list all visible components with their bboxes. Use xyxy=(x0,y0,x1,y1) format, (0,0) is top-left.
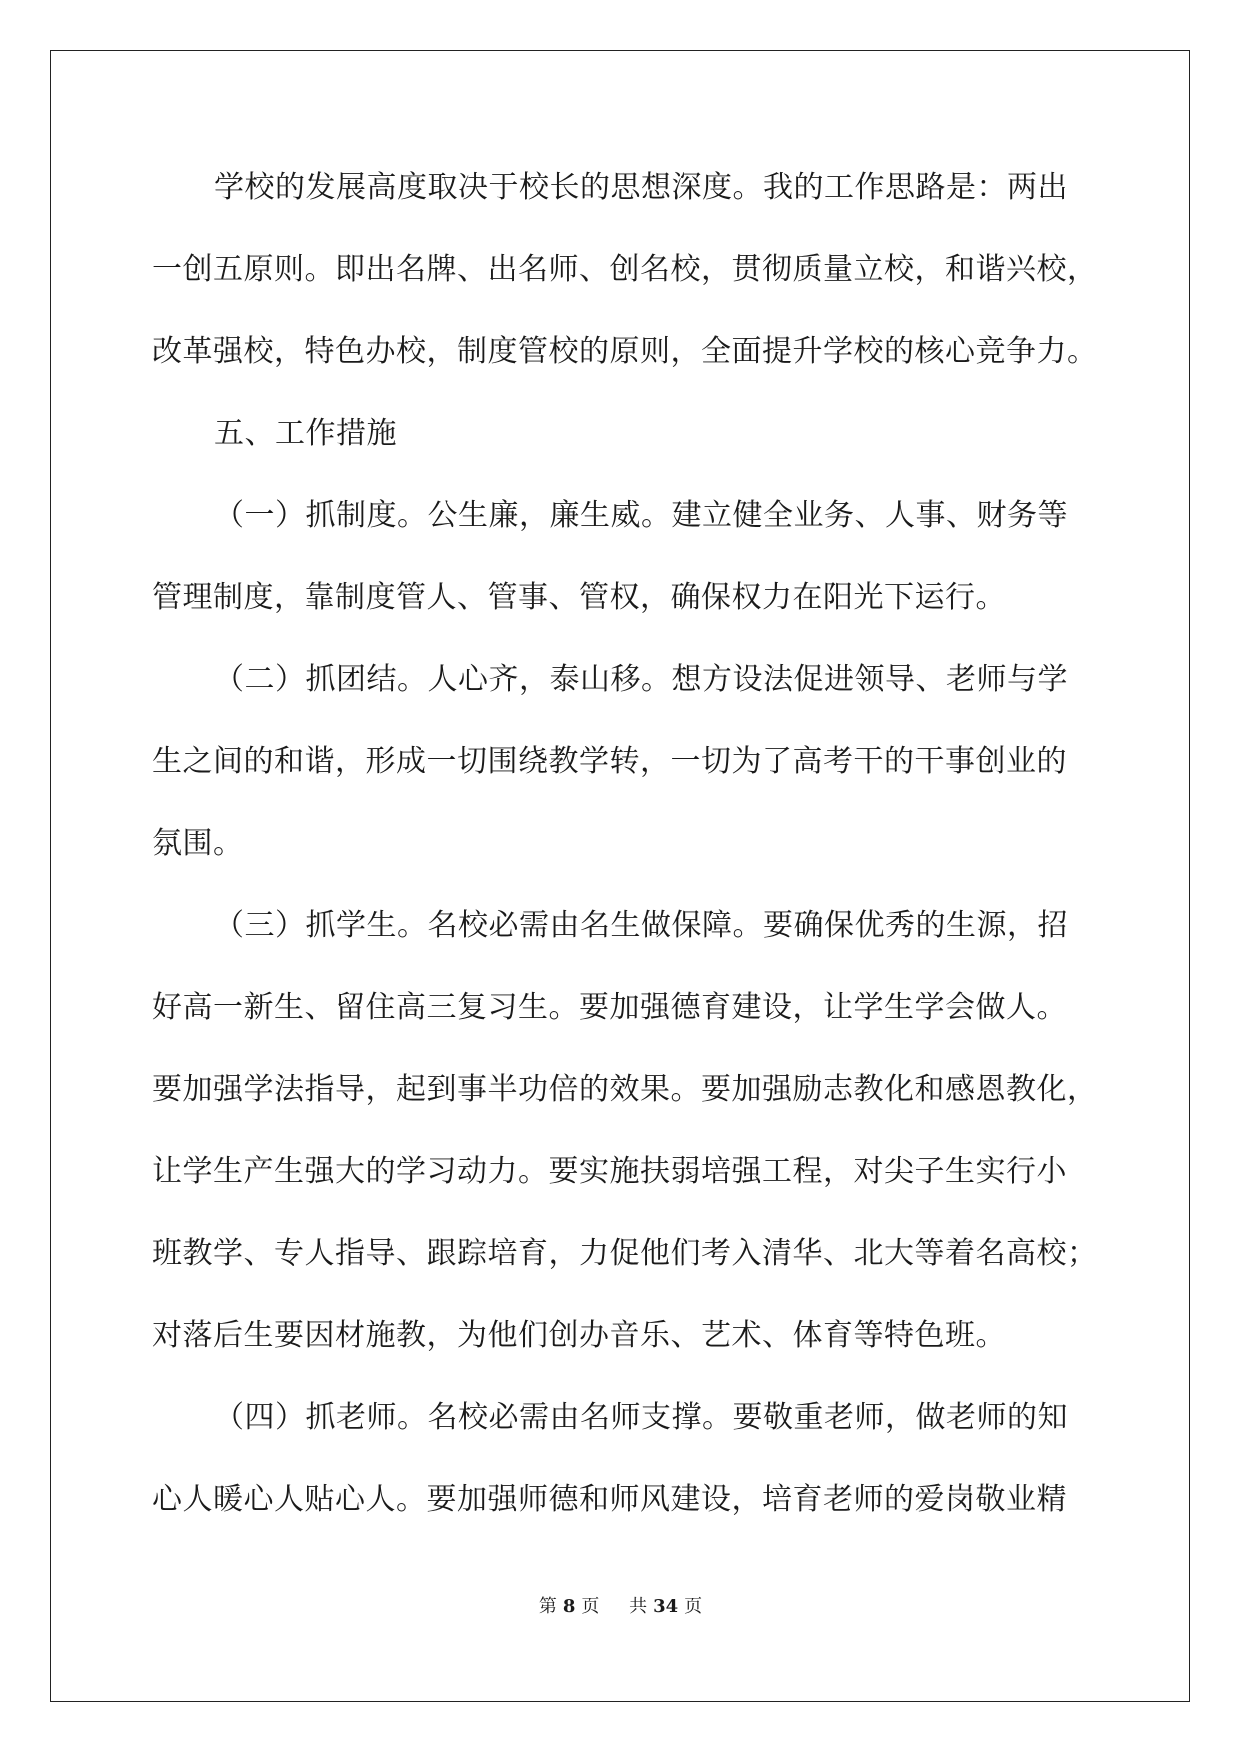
paragraph-line: （一）抓制度。公生廉，廉生威。建立健全业务、人事、财务等 xyxy=(214,498,1068,533)
total-prefix: 共 xyxy=(629,1596,648,1617)
paragraph-line: 氛围。 xyxy=(152,826,244,861)
total-suffix: 页 xyxy=(684,1596,703,1617)
paragraph-line: 好高一新生、留住高三复习生。要加强德育建设，让学生学会做人。 xyxy=(152,990,1067,1025)
paragraph-line: （三）抓学生。名校必需由名生做保障。要确保优秀的生源，招 xyxy=(214,908,1068,943)
paragraph-line: （二）抓团结。人心齐，泰山移。想方设法促进领导、老师与学 xyxy=(214,662,1068,697)
total-pages: 34 xyxy=(653,1596,679,1617)
paragraph-line: 心人暖心人贴心人。要加强师德和师风建设，培育老师的爱岗敬业精 xyxy=(152,1482,1067,1517)
paragraph-line: 要加强学法指导，起到事半功倍的效果。要加强励志教化和感恩教化， xyxy=(152,1072,1098,1107)
current-page: 8 xyxy=(562,1596,576,1617)
page-prefix: 第 xyxy=(538,1596,557,1617)
paragraph-line: 班教学、专人指导、跟踪培育，力促他们考入清华、北大等着名高校； xyxy=(152,1236,1098,1271)
paragraph-line: 学校的发展高度取决于校长的思想深度。我的工作思路是：两出 xyxy=(214,170,1068,205)
page-footer xyxy=(0,1592,1241,1618)
paragraph-line: 生之间的和谐，形成一切围绕教学转，一切为了高考干的干事创业的 xyxy=(152,744,1067,779)
paragraph-line: 管理制度，靠制度管人、管事、管权，确保权力在阳光下运行。 xyxy=(152,580,1006,615)
section-heading: 五、工作措施 xyxy=(214,416,397,451)
page-number xyxy=(533,1596,606,1617)
paragraph-line: 对落后生要因材施教，为他们创办音乐、艺术、体育等特色班。 xyxy=(152,1318,1006,1353)
document-body xyxy=(152,160,1098,1554)
paragraph-line: （四）抓老师。名校必需由名师支撑。要敬重老师，做老师的知 xyxy=(214,1400,1068,1435)
page-suffix: 页 xyxy=(581,1596,600,1617)
paragraph-line: 改革强校，特色办校，制度管校的原则，全面提升学校的核心竞争力。 xyxy=(152,334,1098,369)
paragraph-line: 一创五原则。即出名牌、出名师、创名校，贯彻质量立校，和谐兴校， xyxy=(152,252,1098,287)
paragraph-line: 让学生产生强大的学习动力。要实施扶弱培强工程，对尖子生实行小 xyxy=(152,1154,1067,1189)
page-total xyxy=(623,1596,708,1617)
